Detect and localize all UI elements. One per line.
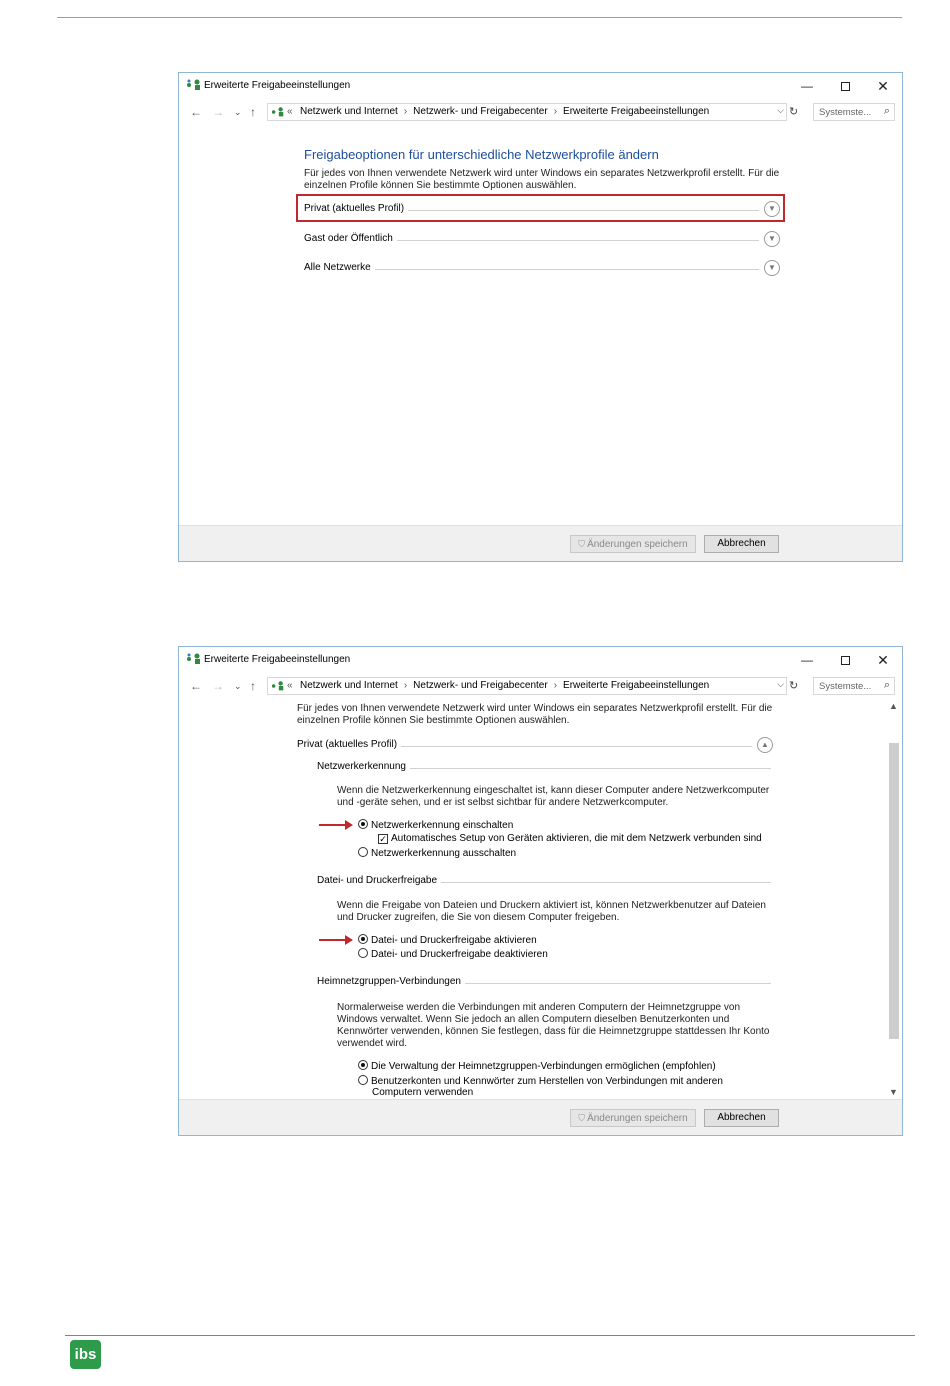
- chevron-up-icon[interactable]: ▲: [757, 737, 773, 753]
- description-line: Wenn die Freigabe von Dateien und Druckern aktiviert ist, können Netzwerkbenutzer auf Dateien: [337, 900, 766, 911]
- cancel-button[interactable]: Abbrechen: [704, 535, 779, 553]
- scroll-down-icon[interactable]: ▼: [889, 1087, 898, 1097]
- search-input[interactable]: [813, 103, 895, 121]
- radio-discovery-off[interactable]: [358, 847, 516, 860]
- profile-label: Alle Netzwerke: [304, 262, 375, 273]
- cancel-button[interactable]: Abbrechen: [704, 1109, 779, 1127]
- minimize-button[interactable]: —: [801, 79, 813, 93]
- option-label: Datei- und Druckerfreigabe deaktivieren: [371, 949, 548, 960]
- radio-selected-icon: [358, 934, 368, 944]
- breadcrumb: [300, 106, 709, 117]
- forward-arrow-icon[interactable]: →: [212, 105, 224, 119]
- description-line: Kennwörter verwenden, können Sie festlegen, dass für die Heimnetzgruppe stattdessen Ihr Konto: [337, 1026, 770, 1037]
- description-line: und Drucker zugreifen, die Sie von diesem Computer freigeben.: [337, 912, 620, 923]
- description-line: Normalerweise werden die Verbindungen mit anderen Computern der Heimnetzgruppe von: [337, 1002, 741, 1013]
- breadcrumb-separator-icon[interactable]: ›: [403, 680, 408, 691]
- search-icon: ⌕: [883, 679, 890, 691]
- breadcrumb: [300, 680, 709, 691]
- profile-label: Privat (aktuelles Profil): [297, 739, 401, 750]
- bottom-rule: [65, 1335, 915, 1336]
- vertical-scrollbar[interactable]: [886, 699, 902, 1097]
- shield-icon: ⛉: [578, 539, 586, 549]
- profile-private-expanded[interactable]: [297, 739, 774, 753]
- option-label: Datei- und Druckerfreigabe aktivieren: [371, 935, 537, 946]
- window-title: Erweiterte Freigabeeinstellungen: [204, 654, 351, 665]
- option-label: Die Verwaltung der Heimnetzgruppen-Verbindungen ermöglichen (empfohlen): [371, 1061, 716, 1072]
- breadcrumb-overflow[interactable]: «: [287, 680, 293, 691]
- refresh-icon[interactable]: ↻: [789, 106, 799, 118]
- description-line: Für jedes von Ihnen verwendete Netzwerk wird unter Windows ein separates Netzwerkprofil erstellt. Für die: [297, 703, 773, 714]
- save-changes-label: Änderungen speichern: [587, 539, 688, 550]
- section-homegroup: Heimnetzgruppen-Verbindungen: [317, 976, 465, 987]
- radio-homegroup-managed[interactable]: [358, 1060, 716, 1073]
- back-arrow-icon[interactable]: ←: [190, 105, 202, 119]
- breadcrumb-overflow[interactable]: «: [287, 106, 293, 117]
- refresh-icon[interactable]: ↻: [789, 680, 799, 692]
- description-line: einzelnen Profile können Sie bestimmte Optionen auswählen.: [297, 715, 570, 726]
- search-icon: ⌕: [883, 105, 890, 117]
- profile-private[interactable]: [304, 203, 781, 217]
- chevron-down-icon[interactable]: ▼: [764, 231, 780, 247]
- back-arrow-icon[interactable]: ←: [190, 679, 202, 693]
- checkmark-icon: ✓: [379, 834, 387, 844]
- footer-bar: [179, 525, 902, 561]
- radio-unselected-icon: [358, 948, 368, 958]
- breadcrumb-item[interactable]: Netzwerk- und Freigabecenter: [413, 106, 548, 117]
- maximize-button[interactable]: [830, 77, 860, 95]
- radio-unselected-icon: [358, 1075, 368, 1085]
- description-line: Windows verwaltet. Wenn Sie jedoch an allen Computern dieselben Benutzerkonten und: [337, 1014, 730, 1025]
- close-button[interactable]: ✕: [877, 652, 889, 668]
- profile-label: Privat (aktuelles Profil): [304, 203, 408, 214]
- radio-unselected-icon: [358, 847, 368, 857]
- description-line: einzelnen Profile können Sie bestimmte Optionen auswählen.: [304, 180, 577, 191]
- save-changes-button[interactable]: [570, 1109, 696, 1127]
- breadcrumb-item[interactable]: Netzwerk und Internet: [300, 106, 398, 117]
- breadcrumb-item[interactable]: Netzwerk und Internet: [300, 680, 398, 691]
- network-icon: [271, 106, 285, 118]
- title-bar: [179, 73, 902, 99]
- radio-discovery-on[interactable]: [358, 819, 513, 832]
- chevron-down-icon[interactable]: ▼: [764, 260, 780, 276]
- title-bar: [179, 647, 902, 673]
- footer-bar: [179, 1099, 902, 1135]
- address-row: [179, 101, 902, 123]
- option-label: Automatisches Setup von Geräten aktivieren, die mit dem Netzwerk verbunden sind: [391, 833, 762, 844]
- search-placeholder: Systemste...: [819, 681, 872, 692]
- chevron-down-icon[interactable]: ▼: [764, 201, 780, 217]
- window-collapsed-profiles: [178, 72, 903, 562]
- search-input[interactable]: [813, 677, 895, 695]
- radio-sharing-on[interactable]: [358, 934, 537, 947]
- radio-sharing-off[interactable]: [358, 948, 548, 961]
- breadcrumb-item[interactable]: Erweiterte Freigabeeinstellungen: [563, 680, 710, 691]
- forward-arrow-icon[interactable]: →: [212, 679, 224, 693]
- address-dropdown-icon[interactable]: ⌵: [777, 679, 784, 689]
- minimize-button[interactable]: —: [801, 653, 813, 667]
- recent-locations-chevron-icon[interactable]: ⌄: [234, 681, 242, 691]
- section-network-discovery: Netzwerkerkennung: [317, 761, 410, 772]
- top-rule: [57, 17, 902, 18]
- breadcrumb-item[interactable]: Netzwerk- und Freigabecenter: [413, 680, 548, 691]
- profile-all-networks[interactable]: [304, 262, 781, 276]
- description-line: Für jedes von Ihnen verwendete Netzwerk wird unter Windows ein separates Netzwerkprofil erstellt. Für die: [304, 168, 780, 179]
- description-line: verwendet wird.: [337, 1038, 408, 1049]
- section-file-printer-sharing: Datei- und Druckerfreigabe: [317, 875, 441, 886]
- network-icon: [186, 79, 202, 91]
- red-arrow-indicator: [319, 820, 353, 830]
- window-expanded-private: [178, 646, 903, 1136]
- close-button[interactable]: ✕: [877, 78, 889, 94]
- breadcrumb-separator-icon[interactable]: ›: [553, 680, 558, 691]
- maximize-icon: [841, 82, 850, 91]
- checkbox-auto-setup[interactable]: [378, 833, 762, 845]
- option-label: Benutzerkonten und Kennwörter zum Herstellen von Verbindungen mit anderen: [371, 1076, 723, 1087]
- description-line: Wenn die Netzwerkerkennung eingeschaltet ist, kann dieser Computer andere Netzwerkcomputer: [337, 785, 770, 796]
- option-label: Netzwerkerkennung einschalten: [371, 820, 514, 831]
- address-row: [179, 675, 902, 697]
- ibs-logo: ibs: [70, 1340, 101, 1369]
- network-icon: [186, 653, 202, 665]
- radio-selected-icon: [358, 1060, 368, 1070]
- breadcrumb-separator-icon[interactable]: ›: [403, 106, 408, 117]
- radio-selected-icon: [358, 819, 368, 829]
- option-label-continued: Computern verwenden: [372, 1087, 474, 1098]
- save-changes-button[interactable]: [570, 535, 696, 553]
- description-line: und -geräte sehen, und er ist selbst sichtbar für andere Netzwerkcomputer.: [337, 797, 669, 808]
- red-arrow-indicator: [319, 935, 353, 945]
- search-placeholder: Systemste...: [819, 107, 872, 118]
- address-bar[interactable]: [267, 677, 787, 695]
- option-label: Netzwerkerkennung ausschalten: [371, 848, 517, 859]
- profile-label: Gast oder Öffentlich: [304, 233, 397, 244]
- maximize-icon: [841, 656, 850, 665]
- up-arrow-icon[interactable]: ↑: [250, 679, 256, 693]
- maximize-button[interactable]: [830, 651, 860, 669]
- address-dropdown-icon[interactable]: ⌵: [777, 105, 784, 115]
- scroll-up-icon[interactable]: ▲: [889, 701, 898, 711]
- breadcrumb-separator-icon[interactable]: ›: [553, 106, 558, 117]
- up-arrow-icon[interactable]: ↑: [250, 105, 256, 119]
- page-title: Freigabeoptionen für unterschiedliche Netzwerkprofile ändern: [304, 147, 659, 162]
- profile-guest-public[interactable]: [304, 233, 781, 247]
- window-title: Erweiterte Freigabeeinstellungen: [204, 80, 351, 91]
- save-changes-label: Änderungen speichern: [587, 1113, 688, 1124]
- recent-locations-chevron-icon[interactable]: ⌄: [234, 107, 242, 117]
- scroll-thumb[interactable]: [889, 743, 899, 1039]
- breadcrumb-item[interactable]: Erweiterte Freigabeeinstellungen: [563, 106, 710, 117]
- shield-icon: ⛉: [578, 1113, 586, 1123]
- network-icon: [271, 680, 285, 692]
- address-bar[interactable]: [267, 103, 787, 121]
